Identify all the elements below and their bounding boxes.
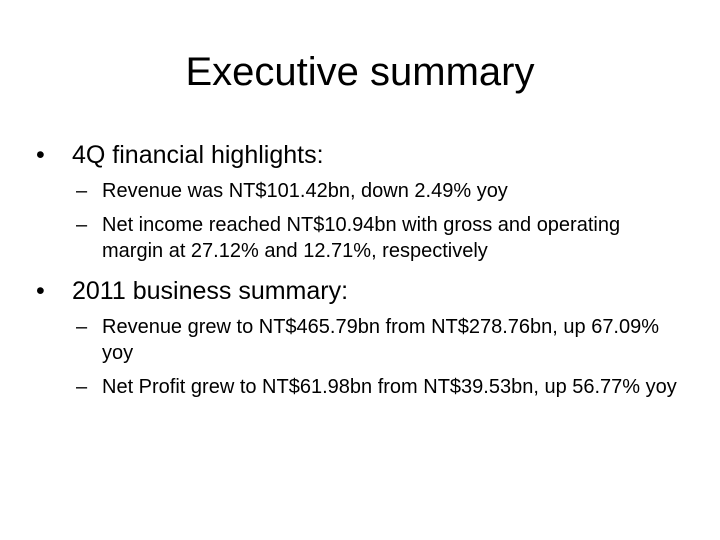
section-heading-4q [36,138,684,172]
dash-icon: – [76,376,88,398]
section-heading-text: 4Q financial highlights: [72,141,324,169]
list-item-text: Net income reached NT$10.94bn with gross and operating margin at 27.12% and 12.71%, respectively [102,214,621,262]
dash-icon: – [76,316,88,338]
bullet-icon: • [36,277,45,305]
section-items-4q [36,178,684,264]
section-heading-text: 2011 business summary: [72,277,349,305]
slide-title: Executive summary [185,50,535,94]
list-item-text: Revenue grew to NT$465.79bn from NT$278.76bn, up 67.09% yoy [102,316,660,364]
list-item [76,314,684,366]
section-heading-2011 [36,274,684,308]
list-item-text: Net Profit grew to NT$61.98bn from NT$39.53bn, up 56.77% yoy [102,376,677,398]
slide-body [36,138,684,410]
list-item-text: Revenue was NT$101.42bn, down 2.49% yoy [102,180,508,202]
section-items-2011 [36,314,684,400]
bullet-icon: • [36,141,45,169]
dash-icon: – [76,180,88,202]
list-item [76,212,684,264]
list-item [76,178,684,204]
dash-icon: – [76,214,88,236]
list-item [76,374,684,400]
